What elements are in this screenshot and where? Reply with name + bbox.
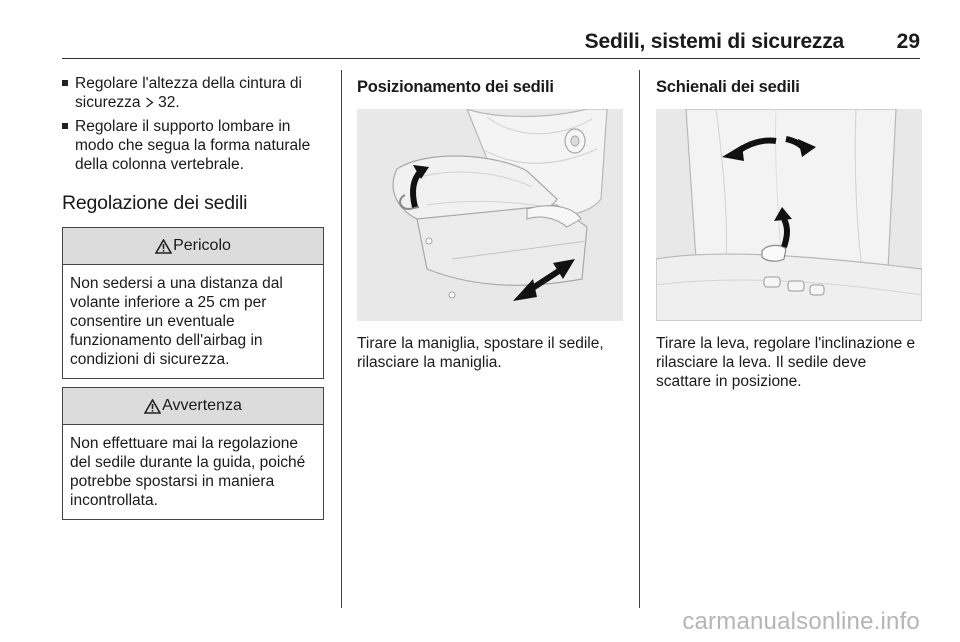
- figure-caption: Tirare la leva, regolare l'inclinazione e rilasciare la leva. Il sedile deve scattare in posizione.: [656, 335, 916, 390]
- list-item: Regolare il supporto lombare in modo che segua la forma naturale della colonna vertebrale.: [62, 117, 324, 174]
- warning-box-body: Non effettuare mai la regolazione del sedile durante la guida, poiché potrebbe spostarsi in maniera incontrollata.: [70, 435, 306, 509]
- seat-positioning-illustration: [357, 109, 623, 321]
- column-divider: [341, 70, 342, 608]
- warning-box-header: [63, 388, 323, 425]
- warning-triangle-icon: [144, 399, 161, 414]
- bullet-square-icon: [62, 80, 68, 86]
- column-divider: [639, 70, 640, 608]
- column-right: [656, 74, 924, 391]
- danger-box-title: Pericolo: [173, 237, 231, 254]
- section-heading: Schienali dei sedili: [656, 78, 800, 96]
- seat-backrest-illustration: [656, 109, 922, 321]
- arrow-reference-icon[interactable]: [145, 94, 154, 111]
- column-left: [62, 74, 324, 528]
- warning-box-title: Avvertenza: [162, 397, 242, 414]
- page-header: [62, 14, 920, 59]
- danger-box-body: Non sedersi a una distanza dal volante inferiore a 25 cm per consentire un eventuale funzionamento dell'airbag in condizioni di sicurezza.: [70, 275, 283, 368]
- danger-box: [62, 227, 324, 379]
- bullet-list: [62, 74, 324, 174]
- page-number: 29: [896, 30, 920, 53]
- page-title: Sedili, sistemi di sicurezza: [584, 30, 844, 53]
- section-heading: Posizionamento dei sedili: [357, 78, 554, 96]
- column-middle: [357, 74, 623, 372]
- list-item: Regolare l'altezza della cintura di sicurezza 32.: [62, 74, 324, 112]
- figure-caption: Tirare la maniglia, spostare il sedile, rilasciare la maniglia.: [357, 335, 604, 371]
- page-reference-link[interactable]: 32.: [153, 94, 180, 111]
- warning-triangle-icon: [155, 239, 172, 254]
- section-heading: Regolazione dei sedili: [62, 192, 248, 214]
- watermark: carmanualsonline.info: [682, 608, 920, 635]
- danger-box-header: [63, 228, 323, 265]
- bullet-square-icon: [62, 123, 68, 129]
- warning-box: [62, 387, 324, 520]
